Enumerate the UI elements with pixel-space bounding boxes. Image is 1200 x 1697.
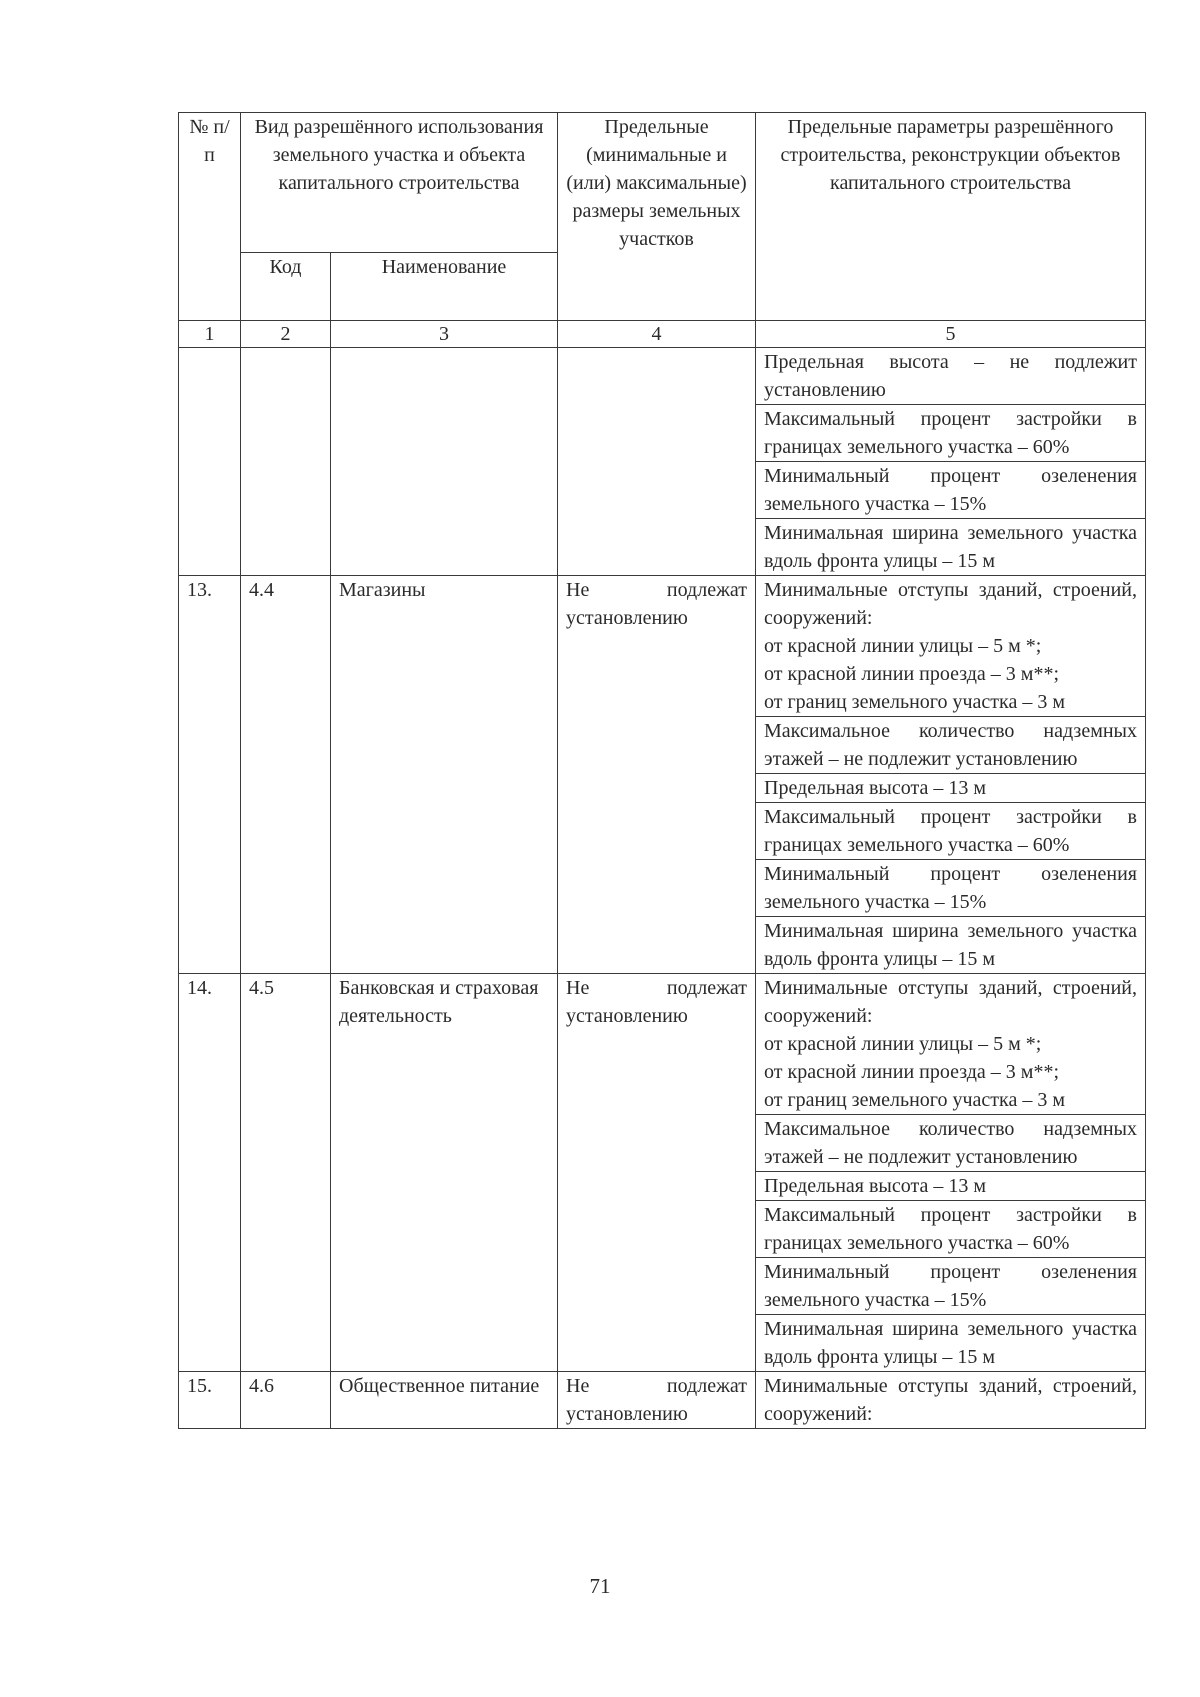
column-number: 4 [558,321,756,348]
parameter-cell: Минимальный процент озеленения земельного участка – 15% [756,1258,1146,1315]
table-row [179,974,1146,1115]
parameter-cell: Минимальные отступы зданий, строений, сооружений: [756,1372,1146,1429]
column-number: 5 [756,321,1146,348]
parameter-cell: Предельная высота – не подлежит установлению [756,348,1146,405]
table-row [179,348,1146,405]
row-number-cell [179,348,241,576]
parameter-cell: Минимальная ширина земельного участка вдоль фронта улицы – 15 м [756,1315,1146,1372]
parameter-cell: Максимальный процент застройки в границах земельного участка – 60% [756,1201,1146,1258]
table-row [179,576,1146,717]
parameter-cell: Предельная высота – 13 м [756,774,1146,803]
name-cell: Магазины [331,576,558,974]
parameter-cell: Максимальный процент застройки в границах земельного участка – 60% [756,405,1146,462]
header-row-number: № п/п [179,113,241,321]
plot-size-cell: Не подлежат установлению [558,576,756,974]
table-row [179,1372,1146,1429]
plot-size-cell [558,348,756,576]
parameter-cell: Максимальное количество надземных этажей – не подлежит установлению [756,717,1146,774]
parameter-cell: Максимальный процент застройки в границах земельного участка – 60% [756,803,1146,860]
parameter-cell: Минимальные отступы зданий, строений, сооружений: от красной линии улицы – 5 м *; от красной линии проезда – 3 м**; от границ земельного участка – 3 м [756,974,1146,1115]
name-cell: Банковская и страховая деятельность [331,974,558,1372]
plot-size-cell: Не подлежат установлению [558,974,756,1372]
header-plot-sizes: Предельные (минимальные и (или) максимальные) размеры земельных участков [558,113,756,321]
row-number-cell: 13. [179,576,241,974]
page-number: 71 [589,1574,611,1598]
parameter-cell: Минимальный процент озеленения земельного участка – 15% [756,860,1146,917]
header-permitted-use: Вид разрешённого использования земельного участка и объекта капитального строительства [241,113,558,253]
code-cell: 4.4 [241,576,331,974]
header-code: Код [241,253,331,321]
name-cell [331,348,558,576]
table-body [179,348,1146,1429]
header-name: Наименование [331,253,558,321]
row-number-cell: 15. [179,1372,241,1429]
parameter-cell: Минимальная ширина земельного участка вдоль фронта улицы – 15 м [756,917,1146,974]
parameter-cell: Минимальная ширина земельного участка вдоль фронта улицы – 15 м [756,519,1146,576]
name-cell: Общественное питание [331,1372,558,1429]
column-number: 2 [241,321,331,348]
header-construction-params: Предельные параметры разрешённого строительства, реконструкции объектов капитального строительства [756,113,1146,321]
column-number: 3 [331,321,558,348]
parameter-cell: Максимальное количество надземных этажей – не подлежит установлению [756,1115,1146,1172]
plot-size-cell: Не подлежат установлению [558,1372,756,1429]
parameter-cell: Минимальные отступы зданий, строений, сооружений: от красной линии улицы – 5 м *; от красной линии проезда – 3 м**; от границ земельного участка – 3 м [756,576,1146,717]
parameter-cell: Предельная высота – 13 м [756,1172,1146,1201]
column-number: 1 [179,321,241,348]
code-cell [241,348,331,576]
column-number-row [179,321,1146,348]
code-cell: 4.6 [241,1372,331,1429]
zoning-parameters-table [178,112,1146,1429]
code-cell: 4.5 [241,974,331,1372]
parameter-cell: Минимальный процент озеленения земельного участка – 15% [756,462,1146,519]
row-number-cell: 14. [179,974,241,1372]
